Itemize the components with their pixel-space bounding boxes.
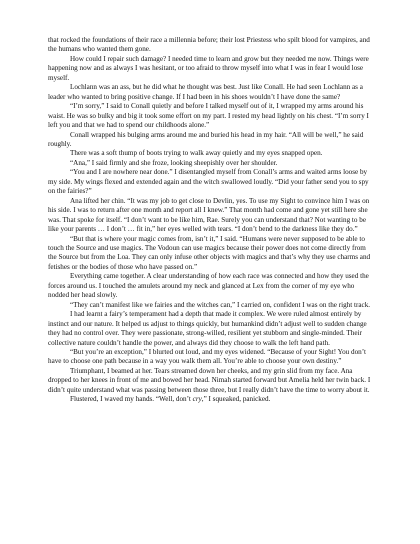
paragraph: How could I repair such damage? I needed time to learn and grow but they needed me now. Things were happening now and as always I was hesitant, or too afraid to throw myself into what I was in fear I would lose myself. (48, 54, 369, 82)
paragraph: “Ana,” I said firmly and she froze, looking sheepishly over her shoulder. (70, 158, 278, 167)
paragraph: Ana lifted her chin. “It was my job to get close to Devlin, yes. To use my Sight to convince him I was on his side. I was to return after one month and report all I knew.” That month had come and gone yet still here she was. That spoke for itself. “I don’t want to be like him, Rae. Surely you can understand that? Not wanting to be like your parents … I don’t … fit in,” her eyes welled with tears. “I don’t bend to the darkness like they do.” (48, 196, 370, 234)
paragraph: There was a soft thump of boots trying to walk away quietly and my eyes snapped open. (70, 149, 323, 158)
paragraph: I had learnt a fairy’s temperament had a depth that made it complex. We were ruled almost entirely by instinct and our nature. It helped us adjust to things quickly, but humankind didn’t adjust well to sudden change they had no control over. They were passionate, strong-willed, resilient yet stubborn and single-minded. Their collective nature couldn’t handle the power, and always did they choose to walk the left hand path. (48, 310, 367, 347)
paragraph: that rocked the foundations of their race a millennia before; their lost Priestess who spilt blood for vampires, and the humans who wanted them gone. (48, 36, 370, 54)
paragraph: Triumphant, I beamed at her. Tears streamed down her cheeks, and my grin slid from my face. Ana dropped to her knees in front of me and bowed her head. Nimah started forward but Amelia held her twin back. I didn’t quite understand what was passing between those three, but I really didn’t have the time to worry about it. (48, 366, 371, 394)
paragraph: “You and I are nowhere near done.” I disentangled myself from Conall’s arms and waited arms loose by my side. My wings flexed and extended again and the witch swallowed loudly. “Did your father send you to spy on the fairies?” (48, 168, 369, 196)
paragraph: “They can’t manifest like we fairies and the witches can,” I carried on, confident I was on the right track. (70, 300, 371, 309)
paragraph: Conall wrapped his bulging arms around me and buried his head in my hair. “All will be well,” he said roughly. (48, 130, 364, 148)
paragraph: “But you’re an exception,” I blurted out loud, and my eyes widened. “Because of your Sight! You don’t have to choose one path because in a way you walk them all. You’re able to choose your own destiny.” (48, 347, 366, 366)
paragraph: “I’m sorry,” I said to Conall quietly and before I talked myself out of it, I wrapped my arms around his waist. He was so bulky and big it took some effort on my part. I rested my head lightly on his chest. “I’m sorry I left you and that we had to spend our childhoods alone.” (48, 102, 369, 130)
paragraph: Lochlann was an ass, but he did what he thought was best. Just like Conall. He had seen Lochlann as a leader who wanted to bring positive change. If I had been in his shoes wouldn’t I have done the same? (48, 83, 363, 101)
paragraph (48, 395, 372, 404)
paragraph: “But that is where your magic comes from, isn’t it,” I said. “Humans were never supposed to be able to touch the Source and use magics. The Vodoun can use magics because their power does not come directly from the Source but from the Loa. They can only infuse other objects with magics and that’s why they use charms and fetishes or the bodies of those who have passed on.” (48, 234, 371, 271)
paragraph-text: ,” I squeaked, panicked. (201, 395, 271, 404)
paragraph: Everything came together. A clear understanding of how each race was connected and how they used the forces around us. I touched the amulets around my neck and glanced at Lex from the corner of my eye who nodded her head slowly. (48, 272, 369, 300)
emphasis: cry (192, 395, 202, 404)
paragraph-text: Flustered, I waved my hands. “Well, don’t (70, 395, 193, 404)
